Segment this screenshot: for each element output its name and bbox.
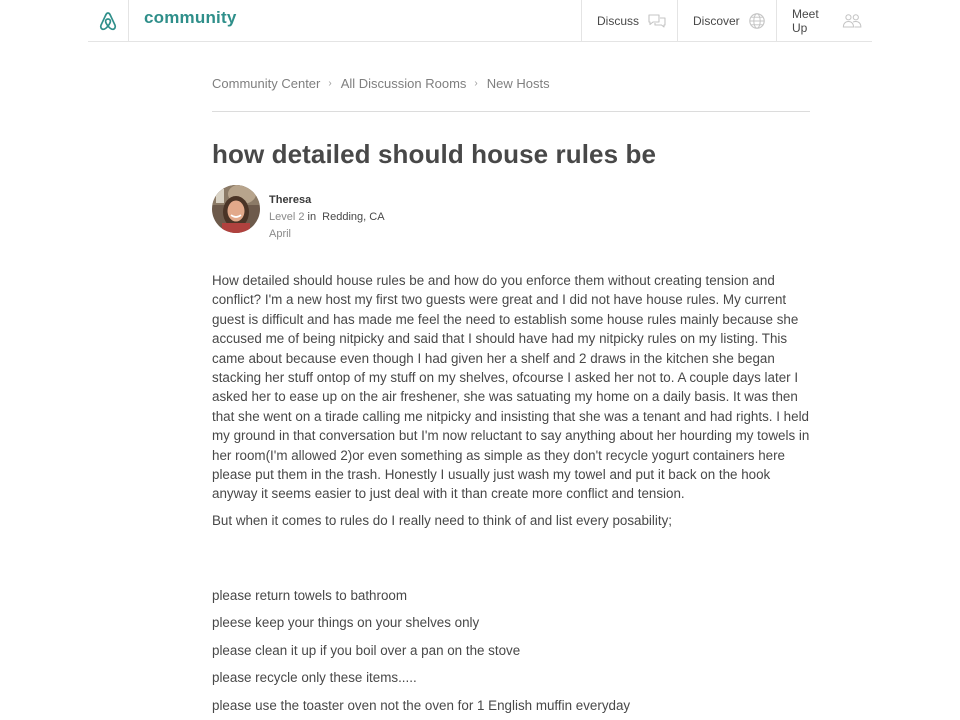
breadcrumb-separator-icon: ›: [328, 78, 332, 89]
nav-meet-up-label: Meet Up: [792, 6, 819, 35]
main-nav: [581, 0, 872, 41]
globe-icon: [748, 12, 766, 30]
post-title: how detailed should house rules be: [212, 139, 657, 169]
community-brand[interactable]: community: [144, 8, 237, 27]
nav-discuss-label: Discuss: [597, 13, 640, 28]
nav-discover-label: Discover: [693, 13, 740, 28]
breadcrumb-separator-icon: ›: [474, 78, 478, 89]
breadcrumb-community-center[interactable]: Community Center: [212, 76, 321, 91]
breadcrumb-divider: [212, 111, 810, 112]
post-body: [212, 271, 812, 530]
breadcrumb: [212, 76, 810, 91]
chat-bubbles-icon: [647, 13, 667, 29]
house-rules-list: [212, 587, 630, 720]
post-date: April: [269, 228, 292, 240]
author-name[interactable]: Theresa: [269, 194, 312, 206]
author-location: Redding, CA: [322, 211, 385, 223]
breadcrumb-all-discussion-rooms[interactable]: All Discussion Rooms: [340, 76, 467, 91]
house-rule-item: pleese keep your things on your shelves only: [212, 615, 480, 631]
nav-discuss[interactable]: [581, 0, 677, 41]
house-rule-item: please return towels to bathroom: [212, 588, 408, 603]
nav-meet-up[interactable]: [776, 0, 872, 41]
author-location-preposition: in: [307, 211, 317, 223]
post-paragraph: How detailed should house rules be and how do you enforce them without creating tension and conflict? I'm a new host my first two guests were great and I did not have house rules. My current guest is difficult and has made me feel the need to establish some house rules mainly because she accused me of being nitpicky and said that I should have had my nitpicky rules on my listing. This came about because even though I had given her a shelf and 2 draws in the kitchen she began stacking her stuff ontop of my stuff on my shelves, ofcourse I asked her not to. A couple days later I asked her to ease up on the air freshener, she was satuating my home on a daily basis. It was then that she went on a tirade calling me nitpicky and insisting that she was a tenant and had rights. I held my ground in that conversation but I'm now reluctant to say anything about her hourding my towels in her room(I'm allowed 2)or even something as simple as they don't recycle yogurt containers here please put them in the trash. Honestly I usually just wash my towel and put it back on the hook anyway it seems easier to just deal with it than create more conflict and tension.: [212, 273, 810, 502]
house-rule-item: please use the toaster oven not the oven for 1 English muffin everyday: [212, 697, 631, 713]
nav-discover[interactable]: [677, 0, 776, 41]
author-avatar[interactable]: [212, 185, 260, 233]
airbnb-belo-icon: [98, 10, 118, 32]
breadcrumb-new-hosts[interactable]: New Hosts: [486, 76, 550, 91]
house-rule-item: please recycle only these items.....: [212, 670, 417, 686]
airbnb-logo[interactable]: [88, 0, 129, 41]
author-info: [269, 192, 385, 243]
top-navigation-bar: [88, 0, 872, 42]
author-level: Level 2: [269, 211, 305, 223]
house-rule-item: please clean it up if you boil over a pan on the stove: [212, 642, 521, 658]
post-paragraph: But when it comes to rules do I really need to think of and list every posability;: [212, 512, 672, 528]
people-icon: [842, 12, 862, 30]
